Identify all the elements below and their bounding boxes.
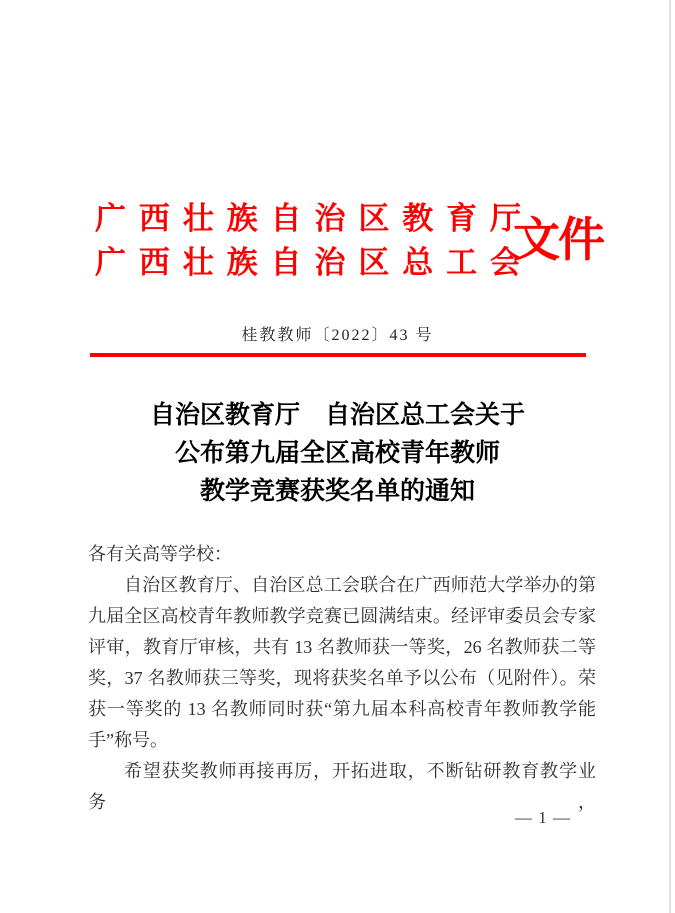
body-line: 自治区教育厅、自治区总工会联合在广西师范大学举办的第 <box>124 575 596 595</box>
letterhead <box>95 197 611 285</box>
title-line-3: 教学竞赛获奖名单的通知 <box>199 478 475 505</box>
document-title <box>0 397 675 511</box>
page-number: — 1 — <box>515 808 571 827</box>
body-line: 九届全区高校青年教师教学竞赛已圆满结束。经评审委员会专家 <box>88 606 596 626</box>
body-line: 获一等奖的 13 名教师同时获“第九届本科高校青年教师教学能 <box>88 699 596 719</box>
doc-type-label: 文件 <box>513 214 603 267</box>
red-divider-line <box>90 353 586 357</box>
document-body <box>88 539 596 818</box>
issuer-line-1: 广西壮族自治区教育厅 <box>95 201 521 236</box>
page-edge-line <box>669 0 671 913</box>
body-line: 评审，教育厅审核，共有 13 名教师获一等奖，26 名教师获二等 <box>88 637 596 657</box>
body-line: 希望获奖教师再接再厉，开拓进取，不断钻研教育教学业务， <box>88 761 596 812</box>
body-line: 手”称号。 <box>88 730 168 750</box>
body-line: 奖，37 名教师获三等奖，现将获奖名单予以公布（见附件）。荣 <box>88 668 596 688</box>
title-line-2: 公布第九届全区高校青年教师 <box>174 440 500 467</box>
issuer-names <box>95 197 521 285</box>
salutation-line: 各有关高等学校： <box>88 544 232 564</box>
issuer-line-2: 广西壮族自治区总工会 <box>95 245 521 280</box>
title-line-1: 自治区教育厅 自治区总工会关于 <box>149 402 525 429</box>
doc-number: 桂教教师〔2022〕43 号 <box>241 327 434 344</box>
